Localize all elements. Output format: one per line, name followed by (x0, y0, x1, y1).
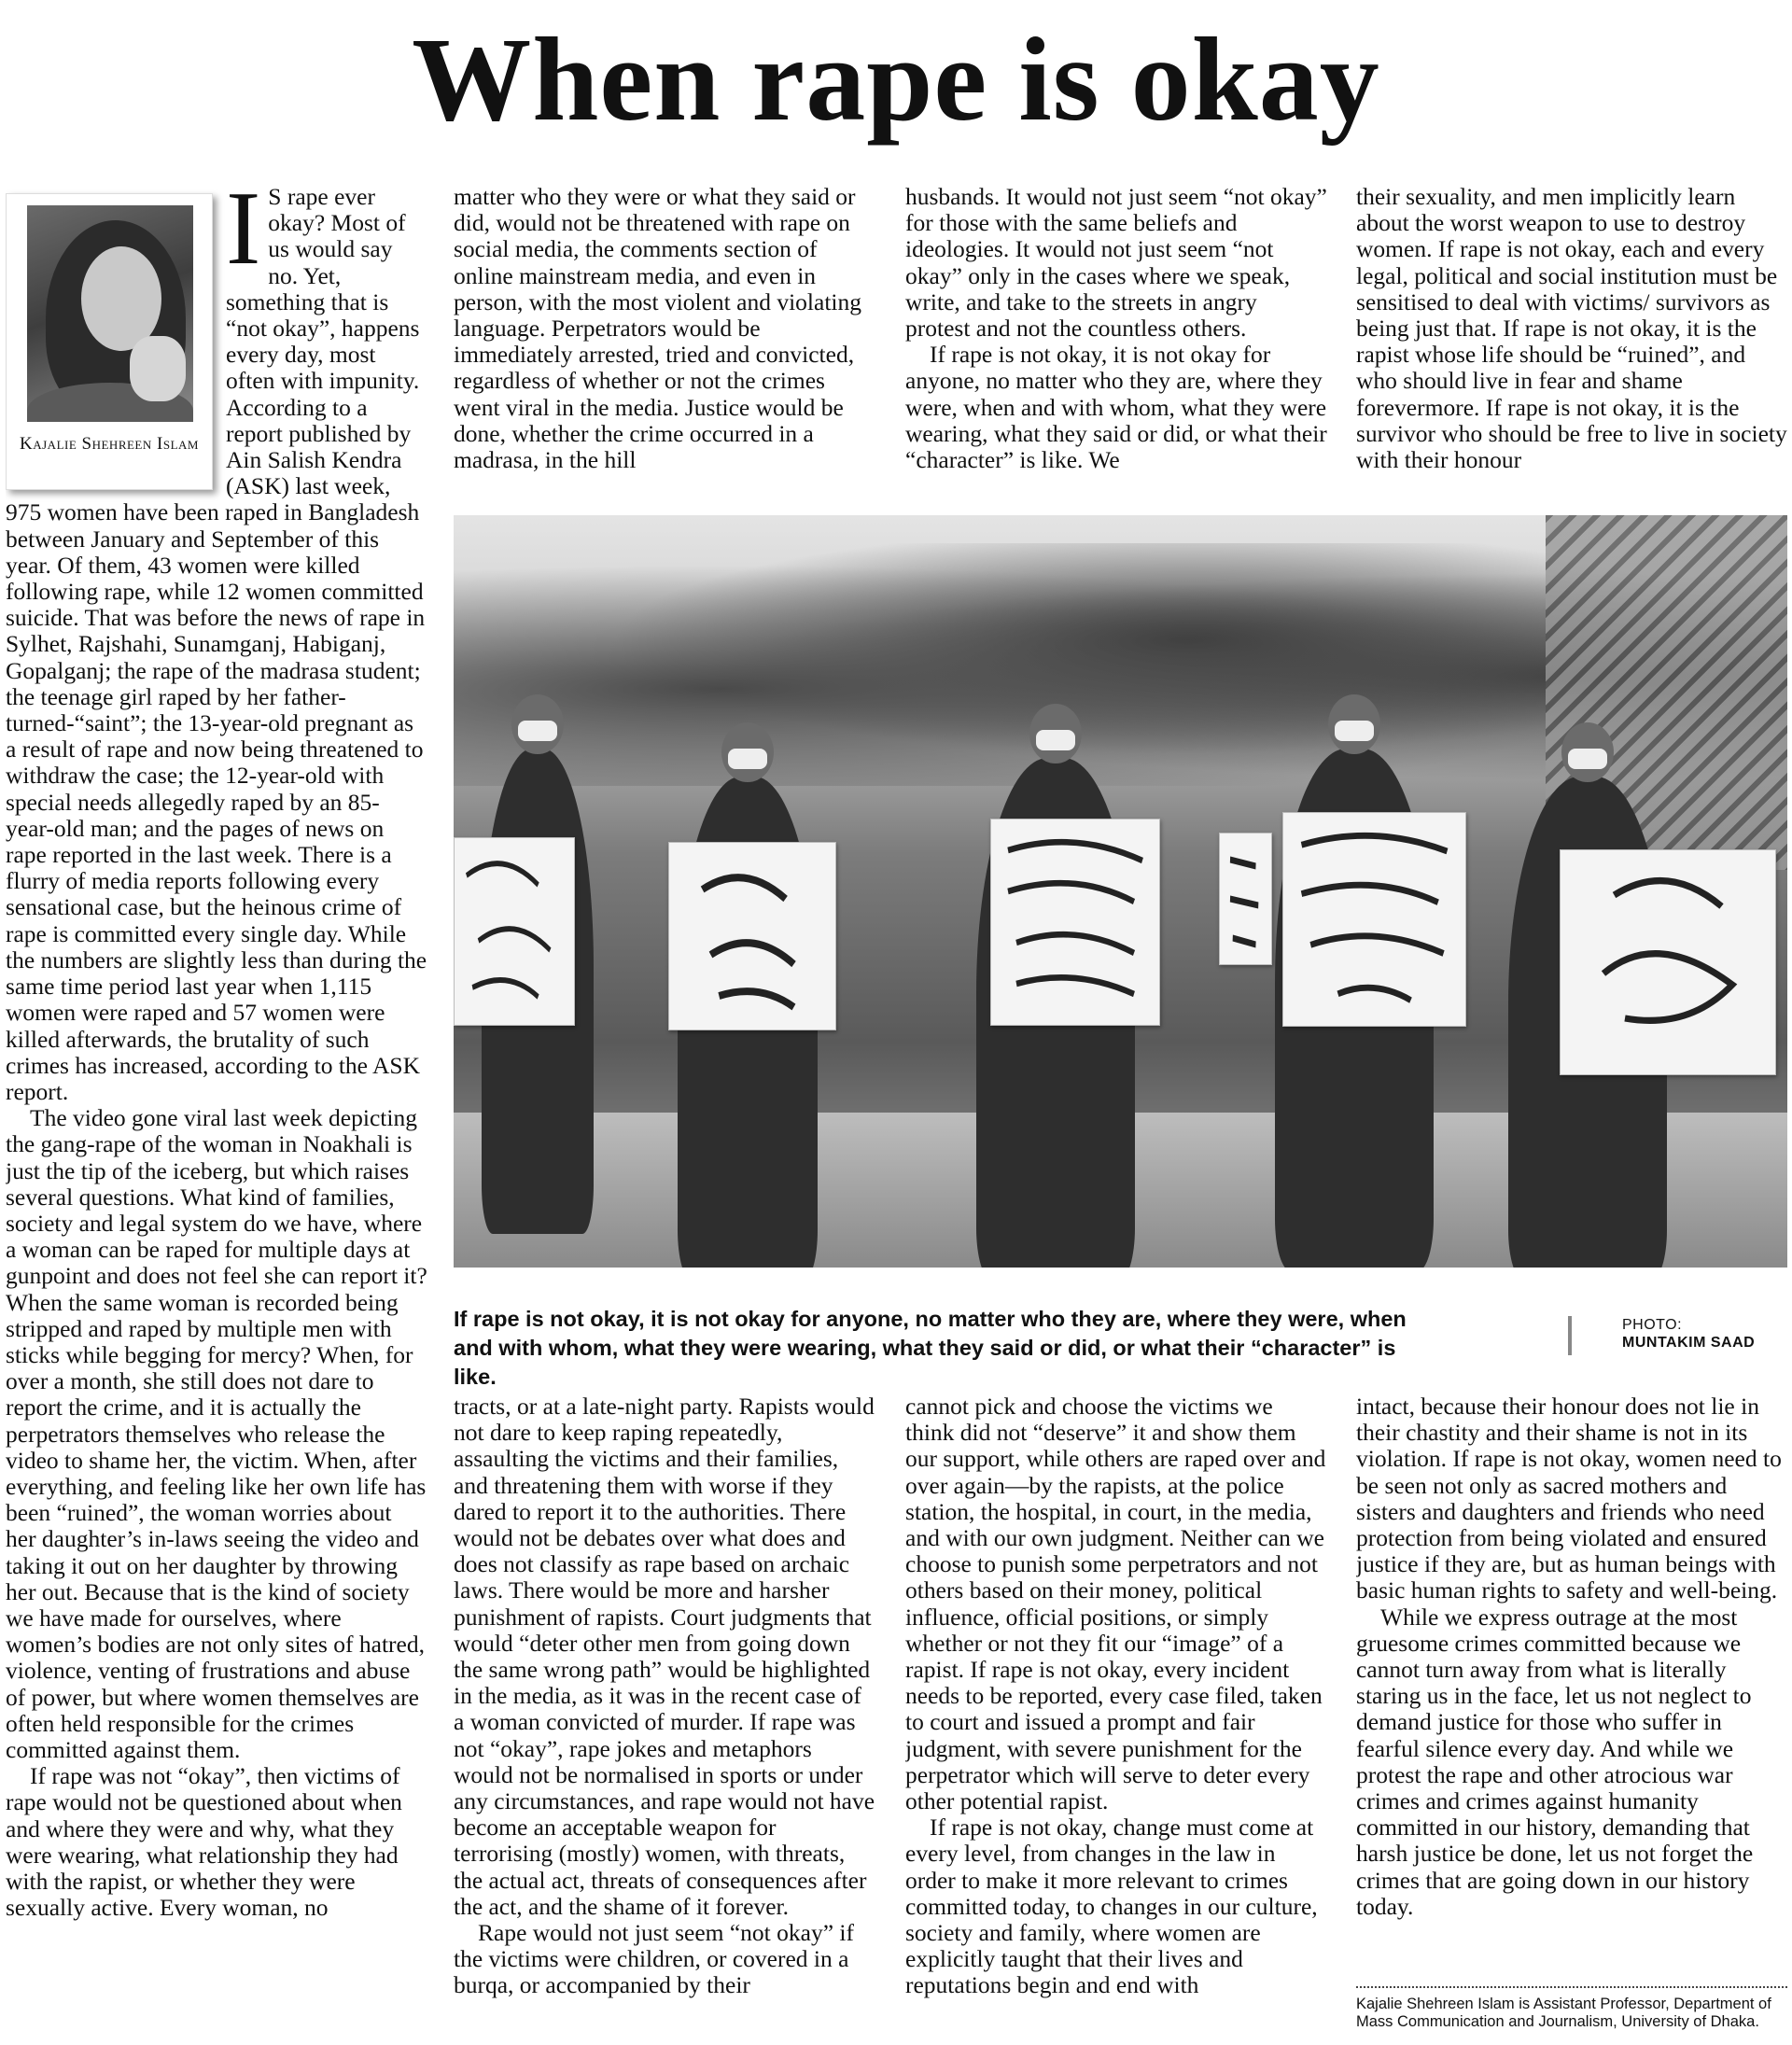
paragraph: tracts, or at a late-night party. Rapists would not dare to keep raping repeatedly, assaulting the victims and their families, and threatening them with worse if they dared to report it to the authorities. There would not be debates over what does and does not classify as rape based on archaic laws. There would be more and harsher punishment of rapists. Court judgments that would “deter other men from going down the same wrong path” would be highlighted in the media, as it was in the recent case of a woman convicted of murder. If rape was not “okay”, rape jokes and metaphors would not be normalised in sports or under any circumstances, and rape would not have become an acceptable weapon for terrorising (mostly) women, with threats, the actual act, threats of consequences after the act, and the shame of it forever. (454, 1394, 875, 1920)
placard (990, 819, 1160, 1026)
author-bio: Kajalie Shehreen Islam is Assistant Professor, Department of Mass Communication and Journalism, University of Dhaka. (1356, 1996, 1771, 2030)
placard (1219, 833, 1272, 965)
paragraph: If rape was not “okay”, then victims of rape would not be questioned about when and where they were and why, what they were wearing, what relationship they had with the rapist, or whether they were sexually active. Every woman, no (6, 1762, 402, 1922)
placard (1282, 812, 1466, 1027)
paragraph: their sexuality, and men implicitly learn about the worst weapon to use to destroy women. If rape is not okay, each and every legal, political and social institution must be sensitised to deal with victims/ survivors as being just that. If rape is not okay, it is the rapist whose life should be “ruined”, and who should live in fear and shame forevermore. If rape is not okay, it is the survivor who should be free to live in society with their honour (1356, 184, 1787, 474)
photo-credit-label: PHOTO: (1622, 1317, 1683, 1333)
protest-photo (454, 515, 1787, 1268)
paragraph: If rape is not okay, it is not okay for anyone, no matter who they are, where they were, when and with whom, what they were wearing, what they said or did, or what their “character” is like. We (905, 341, 1327, 474)
column-3-top (905, 184, 1327, 481)
paragraph: While we express outrage at the most gruesome crimes committed because we cannot turn away from what is literally staring us in the face, let us not neglect to demand justice for those who suffer in fearful silence every day. And while we protest the rape and other atrocious war crimes and crimes against humanity committed in our history, demanding that harsh justice be done, let us not forget the crimes that are going down in our history today. (1356, 1603, 1754, 1920)
dropcap: I (226, 184, 261, 287)
column-2-top (454, 184, 875, 481)
column-3-bottom (905, 1394, 1327, 2039)
author-name: Kajalie Shehreen Islam (20, 434, 199, 454)
headline: When rape is okay (412, 13, 1380, 146)
author-box (6, 193, 213, 490)
placard (454, 837, 575, 1026)
paragraph: I S rape ever okay? Most of us would say no. Yet, something that is “not okay”, happens every day, most often with impunity. According to a report published by Ain Salish Kendra (ASK) last week, 975 women have been raped in Bangladesh between January and September of this year. Of them, 43 women were killed following rape, while 12 women committed suicide. That was before the news of rape in Sylhet, Rajshahi, Sunamganj, Habiganj, Gopalganj; the rape of the madrasa student; the teenage girl raped by her father-turned-“saint”; the 13-year-old pregnant as a result of rape and now being threatened to withdraw the case; the 12-year-old with special needs allegedly raped by an 85-year-old man; and the pages of news on rape reported in the last week. There is a flurry of media reports following every sensational case, but the heinous crime of rape is committed every single day. While the numbers are slightly less than during the same time period last year when 1,115 women were raped and 57 women were killed afterwards, the brutality of such crimes has increased, according to the ASK report. (6, 184, 427, 1105)
column-4-bottom (1356, 1394, 1787, 1955)
author-photo (27, 205, 193, 422)
paragraph: matter who they were or what they said or did, would not be threatened with rape on social media, the comments section of online mainstream media, and even in person, with the most violent and violating language. Perpetrators would be immediately arrested, tried and convicted, regardless of whether or not the crimes went viral in the media. Justice would be done, whether the crime occurred in a madrasa, in the hill (454, 184, 861, 474)
credit-divider (1568, 1316, 1572, 1355)
paragraph: Rape would not just seem “not okay” if the victims were children, or covered in a burqa, or accompanied by their (454, 1919, 854, 1999)
bio-divider (1356, 1986, 1787, 1988)
paragraph: If rape is not okay, change must come at every level, from changes in the law in order to make it more relevant to crimes committed today, to changes in our culture, society and family, where women are explicitly taught that their lives and reputations begin and end with (905, 1814, 1318, 1999)
paragraph: cannot pick and choose the victims we think did not “deserve” it and show them our support, while others are raped over and over again—by the rapists, at the police station, the hospital, in court, in the media, and with our own judgment. Neither can we choose to punish some perpetrators and not others based on their money, political influence, official positions, or simply whether or not they fit our “image” of a rapist. If rape is not okay, every incident needs to be reported, every case filed, taken to court and issued a prompt and fair judgment, with severe punishment for the perpetrator which will serve to deter every other potential rapist. (905, 1394, 1326, 1815)
placard (668, 842, 836, 1030)
photo-credit-name: MUNTAKIM SAAD (1622, 1335, 1756, 1351)
column-4-top (1356, 184, 1787, 481)
photo-credit (1622, 1316, 1790, 1352)
placard (1560, 849, 1776, 1075)
paragraph: husbands. It would not just seem “not okay” for those with the same beliefs and ideologies. It would not just seem “not okay” only in the cases where we speak, write, and take to the streets in angry protest and not the countless others. (905, 184, 1327, 343)
paragraph: intact, because their honour does not lie in their chastity and their shame is not in its violation. If rape is not okay, women need to be seen not only as sacred mothers and sisters and daughters and friends who need protection from being violated and ensured justice if they are, but as human beings with basic human rights to safety and well-being. (1356, 1394, 1782, 1604)
column-2-bottom (454, 1394, 875, 2039)
paragraph: The video gone viral last week depicting the gang-rape of the woman in Noakhali is just the tip of the iceberg, but which raises several questions. What kind of families, society and legal system do we have, where a woman can be raped for multiple days at gunpoint and does not feel she can report it? When the same woman is recorded being stripped and raped by multiple men with sticks while begging for mercy? When, for over a month, she still does not dare to report the crime, and it is actually the perpetrators themselves who release the video to shame her, the victim. When, after everything, and feeling like her own life has been “ruined”, the woman worries about her daughter’s in-laws seeing the video and taking it out on her daughter by throwing her out. Because that is the kind of society we have made for ourselves, where women’s bodies are not only sites of hatred, violence, venting of frustrations and abuse of power, but where women themselves are often held responsible for the crimes committed against them. (6, 1104, 427, 1763)
column-1 (6, 184, 427, 2039)
photo-caption: If rape is not okay, it is not okay for anyone, no matter who they are, where they were, when and with whom, what they were wearing, what they said or did, or what their “character” is like. (454, 1307, 1407, 1389)
